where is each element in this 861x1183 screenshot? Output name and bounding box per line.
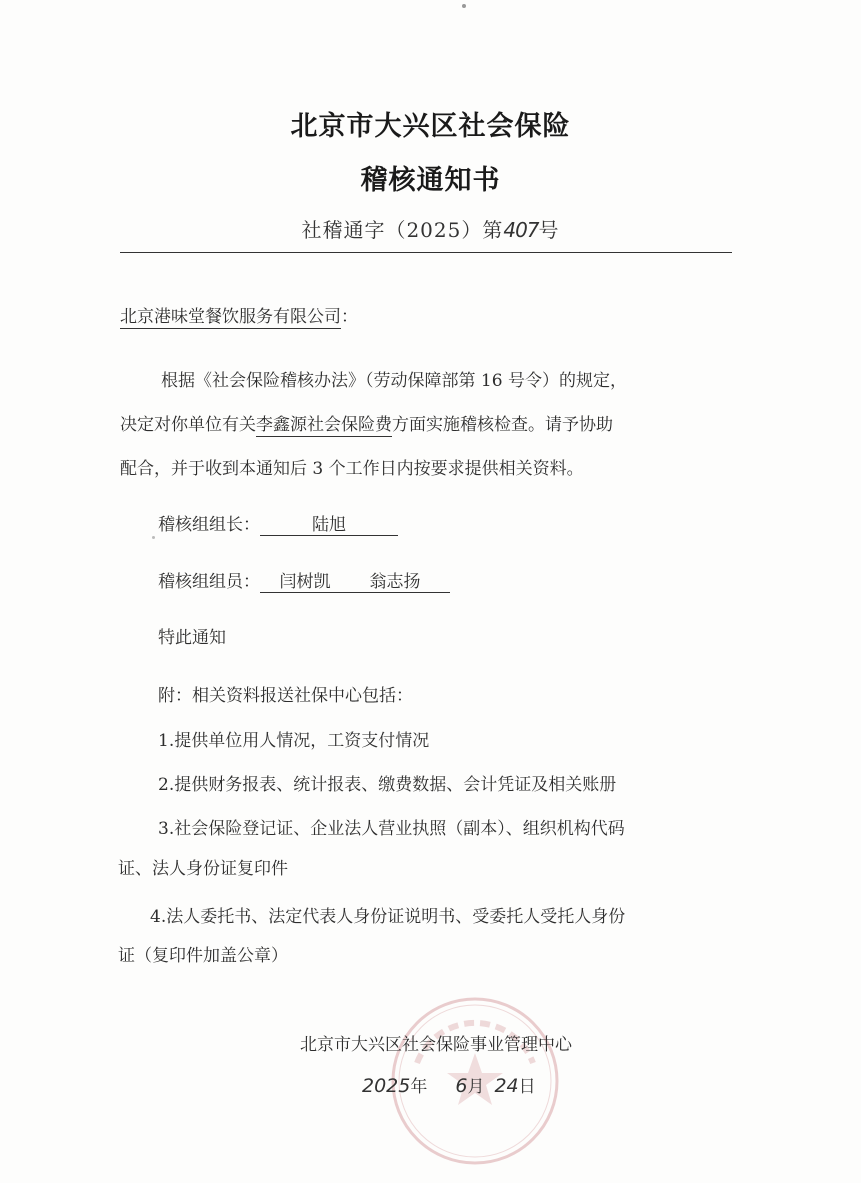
title-line1: 北京市大兴区社会保险 <box>290 111 571 142</box>
body-line-2-post: 方面实施稽核检查。请予协助 <box>392 415 613 435</box>
addressee-company: 北京港味堂餐饮服务有限公司 <box>120 307 341 327</box>
date-year-unit: 年 <box>410 1077 428 1097</box>
leader-label: 稽核组组长： <box>158 515 260 535</box>
member-1: 闫树凯 <box>279 572 331 592</box>
team-leader-row <box>158 510 398 536</box>
body-line-2 <box>120 410 613 435</box>
attachments-heading: 附：相关资料报送社保中心包括： <box>158 686 413 706</box>
docno-prefix: 社稽通字（2025）第 <box>301 218 504 242</box>
header-divider <box>120 252 732 253</box>
body-line-1: 根据《社会保险稽核办法》（劳动保障部第 16 号令）的规定， <box>161 371 627 391</box>
leader-name: 陆旭 <box>260 510 398 536</box>
scan-speck <box>152 536 155 539</box>
audit-subject: 李鑫源社会保险费 <box>256 415 392 435</box>
scan-speck <box>462 4 466 8</box>
attachment-item-2: 2.提供财务报表、统计报表、缴费数据、会计凭证及相关账册 <box>158 775 617 795</box>
date-year: 2025 <box>362 1075 411 1097</box>
date-day: 24 <box>494 1075 519 1097</box>
body-line-2-pre: 决定对你单位有关 <box>120 415 256 435</box>
members-names <box>260 567 450 593</box>
body-line-3: 配合，并于收到本通知后 3 个工作日内按要求提供相关资料。 <box>120 459 584 479</box>
docno-handwritten-number: 407 <box>503 218 539 242</box>
member-2: 翁志扬 <box>369 572 421 592</box>
attachment-item-3-line1: 3.社会保险登记证、企业法人营业执照（副本）、组织机构代码 <box>158 819 625 839</box>
date-day-unit: 日 <box>518 1077 536 1097</box>
date-month: 6 <box>455 1075 468 1097</box>
addressee <box>120 302 358 327</box>
attachment-item-4-line2: 证（复印件加盖公章） <box>118 946 288 966</box>
date-month-unit: 月 <box>467 1077 485 1097</box>
document-number <box>0 214 861 243</box>
issue-date <box>362 1072 536 1097</box>
docno-suffix: 号 <box>538 218 560 242</box>
team-members-row <box>158 567 450 593</box>
attachment-item-4-line1: 4.法人委托书、法定代表人身份证说明书、受委托人受托人身份 <box>150 907 626 927</box>
attachment-item-1: 1.提供单位用人情况，工资支付情况 <box>158 731 430 751</box>
issuer-name: 北京市大兴区社会保险事业管理中心 <box>300 1035 572 1055</box>
title-line2: 稽核通知书 <box>360 165 501 196</box>
attachment-item-3-line2: 证、法人身份证复印件 <box>118 859 288 879</box>
addressee-colon: ： <box>341 307 358 327</box>
members-label: 稽核组组员： <box>158 572 260 592</box>
closing-remark: 特此通知 <box>158 628 226 648</box>
